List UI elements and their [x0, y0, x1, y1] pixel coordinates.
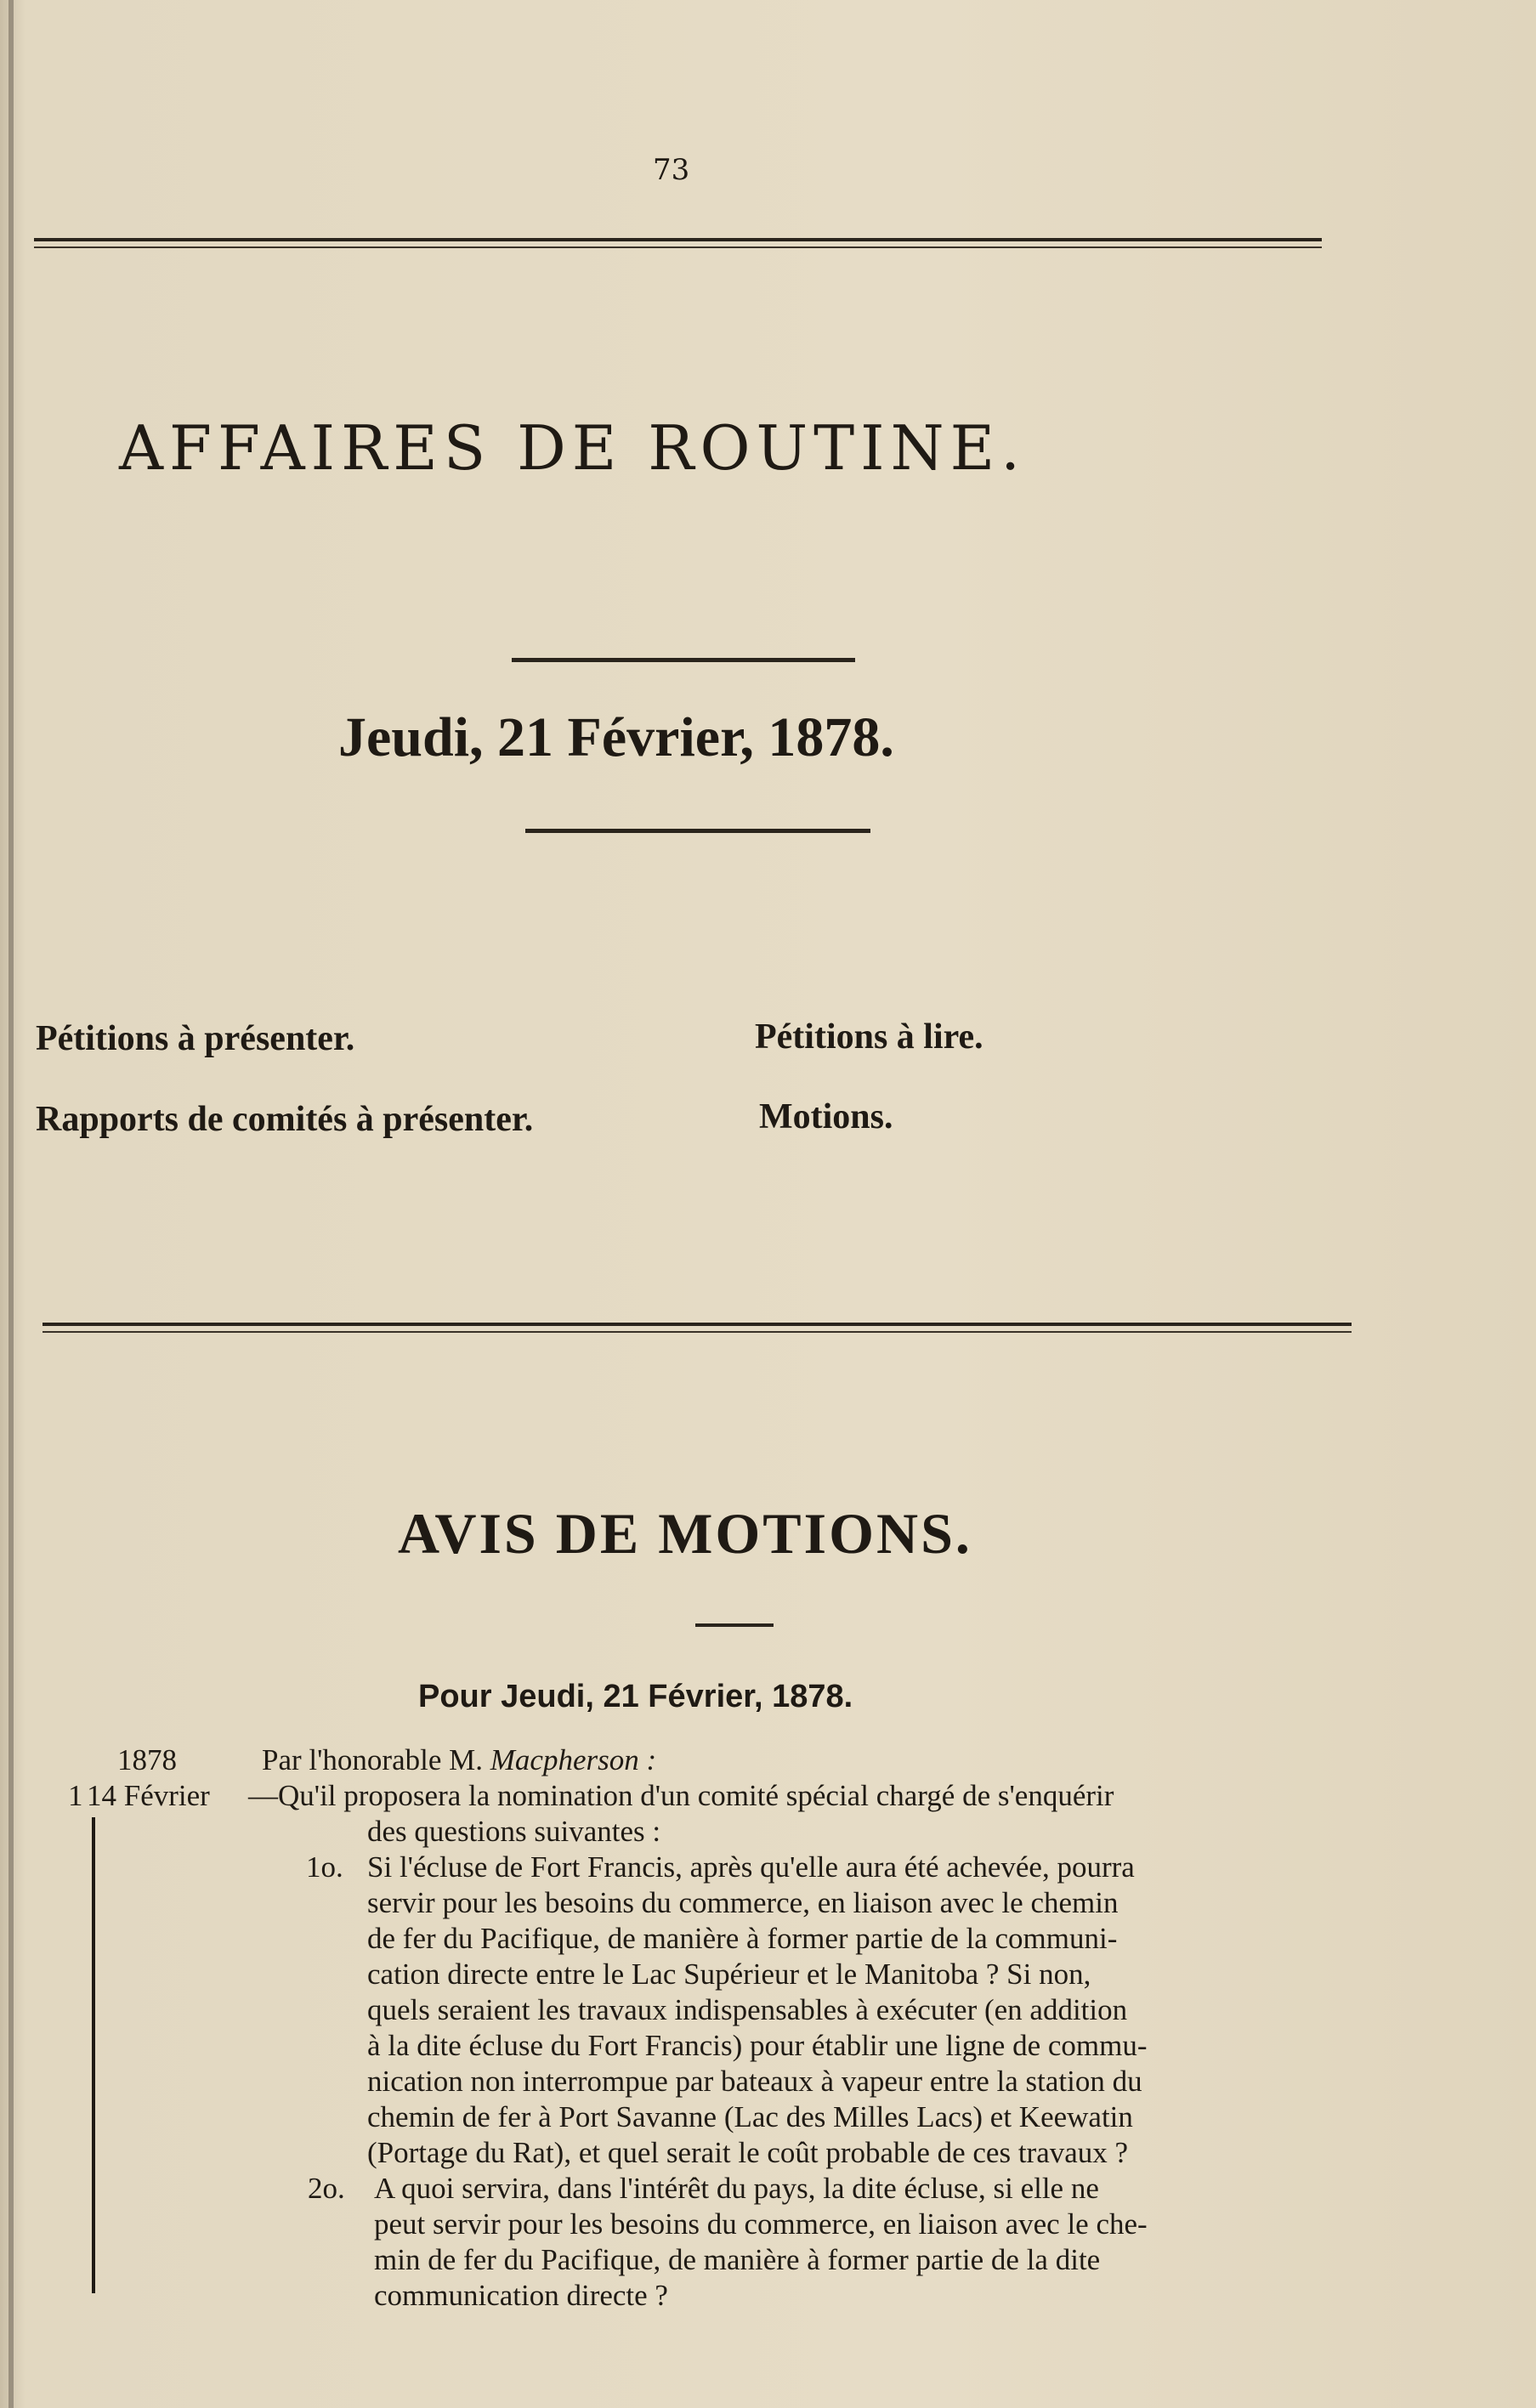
rapports-comites: Rapports de comités à présenter.	[36, 1100, 534, 1139]
intro-line-2: des questions suivantes :	[367, 1815, 661, 1848]
q1-line: chemin de fer à Port Savanne (Lac des Milles Lacs) et Keewatin	[367, 2100, 1133, 2133]
intro-line-1: —Qu'il proposera la nomination d'un comité spécial chargé de s'enquérir	[248, 1779, 1114, 1812]
q2-line: communication directe ?	[374, 2279, 668, 2312]
notice-author-line	[262, 1742, 656, 1778]
q1-line: Si l'écluse de Fort Francis, après qu'elle aura été achevée, pourra	[367, 1850, 1135, 1884]
q1-line: servir pour les besoins du commerce, en liaison avec le chemin	[367, 1886, 1119, 1919]
routine-date: Jeudi, 21 Février, 1878.	[338, 706, 894, 768]
page-number: 73	[653, 153, 690, 187]
q2-line: peut servir pour les besoins du commerce, en liaison avec le che-	[374, 2207, 1148, 2241]
author-name: Macpherson :	[490, 1743, 657, 1776]
notice-date: 14 Février	[87, 1779, 210, 1812]
notices-heading: AVIS DE MOTIONS.	[398, 1501, 972, 1566]
date-rule-top	[512, 658, 855, 662]
q1-line: cation directe entre le Lac Supérieur et le Manitoba ? Si non,	[367, 1958, 1091, 1991]
q1-line: quels seraient les travaux indispensables à exécuter (en addition	[367, 1993, 1128, 2026]
petitions-presenter: Pétitions à présenter.	[36, 1019, 355, 1058]
question-1-label: 1o.	[306, 1850, 343, 1884]
notice-number: 1	[68, 1779, 83, 1812]
routine-heading: AFFAIRES DE ROUTINE.	[119, 412, 1027, 484]
notice-year: 1878	[117, 1743, 177, 1776]
margin-marker	[92, 1817, 95, 2293]
q2-line: A quoi servira, dans l'intérêt du pays, la dite écluse, si elle ne	[374, 2172, 1099, 2205]
middle-rule	[43, 1323, 1352, 1326]
page-binding-edge	[9, 0, 14, 2408]
q1-line: nication non interrompue par bateaux à vapeur entre la station du	[367, 2065, 1142, 2098]
q1-line: de fer du Pacifique, de manière à former partie de la communi-	[367, 1922, 1118, 1955]
motions: Motions.	[759, 1097, 893, 1136]
q1-line: à la dite écluse du Fort Francis) pour établir une ligne de commu-	[367, 2029, 1148, 2062]
middle-rule-thin	[43, 1331, 1352, 1333]
notices-date: Pour Jeudi, 21 Février, 1878.	[418, 1679, 853, 1714]
q1-line: (Portage du Rat), et quel serait le coût probable de ces travaux ?	[367, 2136, 1129, 2169]
notices-rule	[695, 1623, 774, 1627]
question-2-label: 2o.	[308, 2172, 345, 2205]
q2-line: min de fer du Pacifique, de manière à former partie de la dite	[374, 2243, 1101, 2276]
top-rule-thin	[34, 246, 1322, 248]
date-rule-bottom	[525, 829, 870, 833]
author-prefix: Par l'honorable M.	[262, 1743, 484, 1776]
petitions-lire: Pétitions à lire.	[755, 1017, 983, 1057]
top-rule	[34, 238, 1322, 241]
